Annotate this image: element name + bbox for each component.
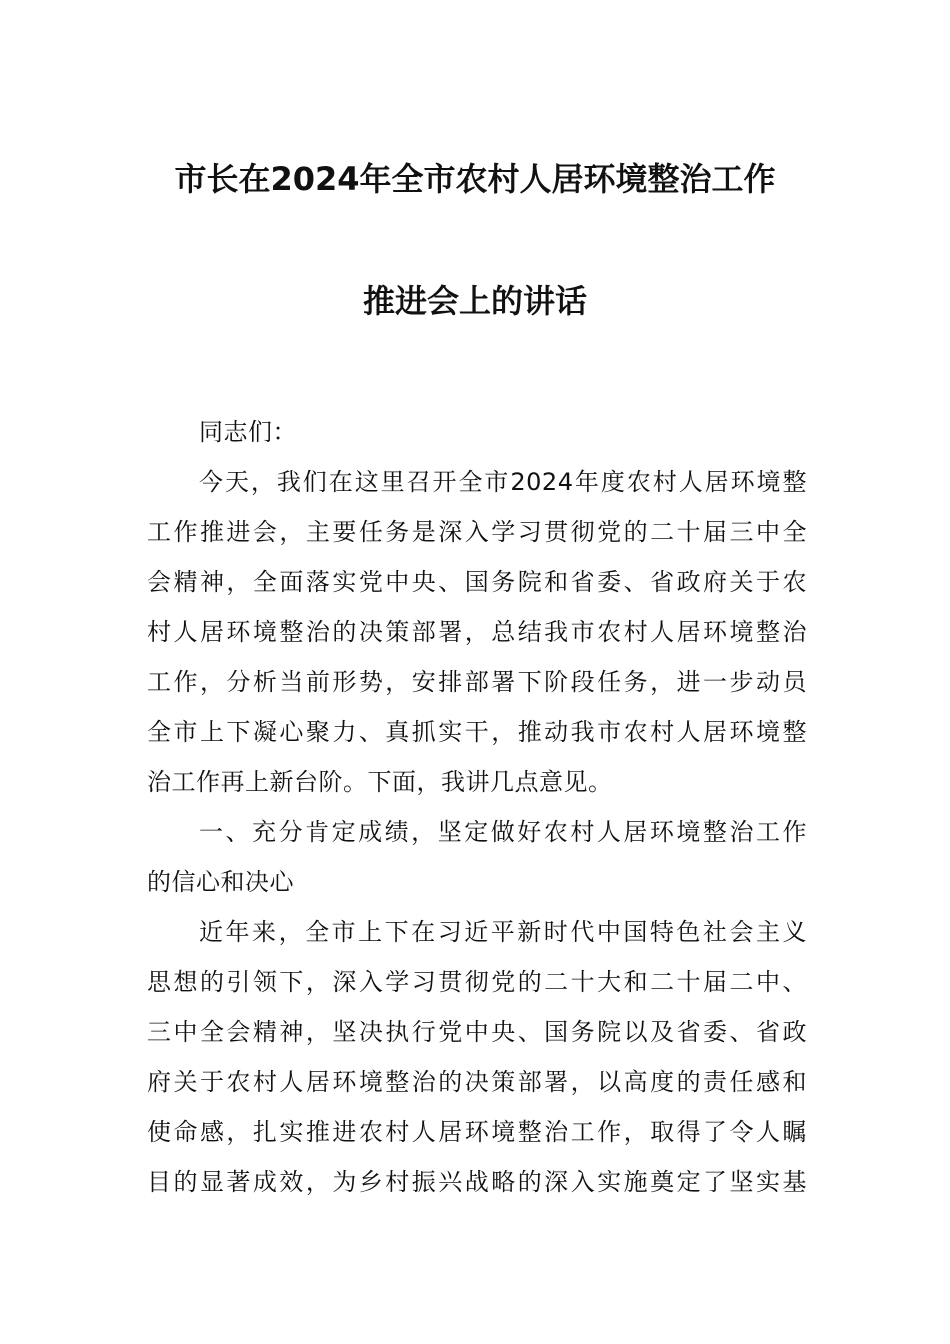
title-line-1: 市长在2024年全市农村人居环境整治工作 — [174, 160, 776, 198]
paragraph-1-line-1: 今天，我们在这里召开全市2024年度农村人居环境整 — [199, 468, 807, 496]
speech-body — [147, 407, 807, 1207]
title-line-2: 推进会上的讲话 — [362, 282, 587, 320]
paragraph-2-line-6: 目的显著成效，为乡村振兴战略的深入实施奠定了坚实基 — [147, 1168, 807, 1196]
paragraph-1-line-7: 治工作再上新台阶。下面，我讲几点意见。 — [147, 768, 613, 796]
paragraph-2-line-3: 三中全会精神，坚决执行党中央、国务院以及省委、省政 — [147, 1018, 807, 1046]
paragraph-2-line-4: 府关于农村人居环境整治的决策部署，以高度的责任感和 — [147, 1068, 807, 1096]
paragraph-2-line-5: 使命感，扎实推进农村人居环境整治工作，取得了令人瞩 — [147, 1118, 807, 1146]
salutation: 同志们： — [199, 418, 297, 446]
paragraph-1-line-5: 工作，分析当前形势，安排部署下阶段任务，进一步动员 — [147, 668, 807, 696]
section-heading-1-line-1: 一、充分肯定成绩，坚定做好农村人居环境整治工作 — [199, 818, 807, 846]
paragraph-1-line-6: 全市上下凝心聚力、真抓实干，推动我市农村人居环境整 — [147, 718, 807, 746]
paragraph-1-line-2: 工作推进会，主要任务是深入学习贯彻党的二十届三中全 — [147, 518, 807, 546]
paragraph-1-line-4: 村人居环境整治的决策部署，总结我市农村人居环境整治 — [147, 618, 807, 646]
section-heading-1-line-2: 的信心和决心 — [147, 868, 294, 896]
paragraph-2-line-1: 近年来，全市上下在习近平新时代中国特色社会主义 — [199, 918, 807, 946]
paragraph-2-line-2: 思想的引领下，深入学习贯彻党的二十大和二十届二中、 — [147, 968, 807, 996]
paragraph-1-line-3: 会精神，全面落实党中央、国务院和省委、省政府关于农 — [147, 568, 807, 596]
